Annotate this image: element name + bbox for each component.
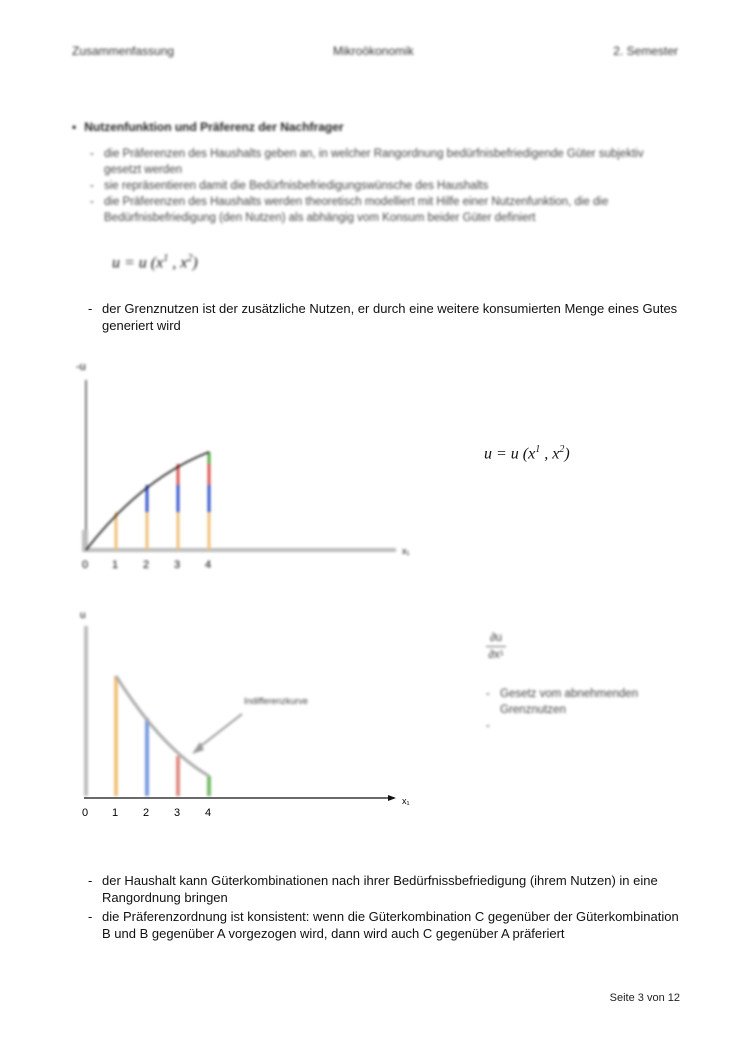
chart1-tick: 4: [205, 559, 212, 571]
chart2-tick: 3: [174, 807, 181, 819]
bottom-bullets: [88, 872, 688, 942]
header-left: Zusammenfassung: [72, 44, 175, 58]
bottom-bullet-item: - der Haushalt kann Güterkombinationen nach ihrer Bedürfnissbefriedigung (ihrem Nutzen) in eine Rangordnung bringen: [88, 872, 688, 906]
marginal-utility-chart: [72, 604, 412, 824]
chart2-ylabel: u: [80, 610, 86, 621]
section-title-text: Nutzenfunktion und Präferenz der Nachfrager: [84, 120, 344, 134]
partial-derivative: ∂u ∂x¹: [486, 630, 506, 663]
header-right: 2. Semester: [613, 44, 678, 58]
section-nutzenfunktion: [72, 120, 682, 226]
chart2-annotation: Indifferenzkurve: [244, 696, 308, 706]
header-center: Mikroökonomik: [333, 44, 414, 58]
right-note-item: - Gesetz vom abnehmenden Grenznutzen: [486, 688, 639, 716]
section-bullets: [90, 146, 682, 226]
chart1-tick: 1: [112, 559, 119, 571]
chart2-xlabel: x₁: [402, 796, 410, 806]
chart2-tick: 0: [82, 807, 89, 819]
chart1-tick: 0: [82, 559, 89, 571]
formula-sharp: u = u ($x^1$ , $x^2$): [484, 444, 570, 463]
chart1-origin-bar: [82, 530, 88, 550]
chart2-tick: 1: [112, 807, 119, 819]
indifference-curve: [116, 676, 209, 776]
grenznutzen-bullet: [88, 300, 688, 334]
section-title: [72, 120, 682, 134]
chart1-ylabel: -u: [76, 361, 86, 373]
bullet-item: - die Präferenzen des Haushalts werden theoretisch modelliert mit Hilfe einer Nutzenfunktion, die die Bedürfnisbefriedigung (den Nutzen) als abhängig vom Konsum beider Güter definiert: [90, 194, 682, 226]
page-footer: Seite 3 von 12: [609, 992, 680, 1004]
utility-chart: [72, 358, 412, 578]
right-notes: - Gesetz vom abnehmenden Grenznutzen -: [486, 686, 676, 718]
chart2-tick: 4: [205, 807, 212, 819]
formula-blurred: u = u ($x^1$ , $x^2$): [112, 253, 198, 272]
x-axis-arrow-icon: [388, 795, 396, 801]
chart1-tick: 2: [143, 559, 150, 571]
bullet-item: - die Präferenzen des Haushalts geben an, in welcher Rangordnung bedürfnisbefriedigende Güter subjektiv gesetzt werden: [90, 146, 682, 178]
annotation-arrow: [197, 714, 242, 749]
chart1-tick: 3: [174, 559, 181, 571]
chart2-tick: 2: [143, 807, 150, 819]
bottom-bullet-item: - die Präferenzordnung ist konsistent: wenn die Güterkombination C gegenüber der Güterkombination B und B gegenüber A vorgezogen wird, dann wird auch C gegenüber A präferiert: [88, 908, 688, 942]
bullet-item: - sie repräsentieren damit die Bedürfnisbefriedigungswünsche des Haushalts: [90, 178, 682, 194]
bullet-dot-icon: •: [72, 120, 77, 134]
grenznutzen-text: - der Grenznutzen ist der zusätzliche Nutzen, er durch eine weitere konsumierten Menge eines Gutes generiert wird: [88, 300, 688, 334]
chart1-xlabel: x₁: [402, 546, 410, 556]
